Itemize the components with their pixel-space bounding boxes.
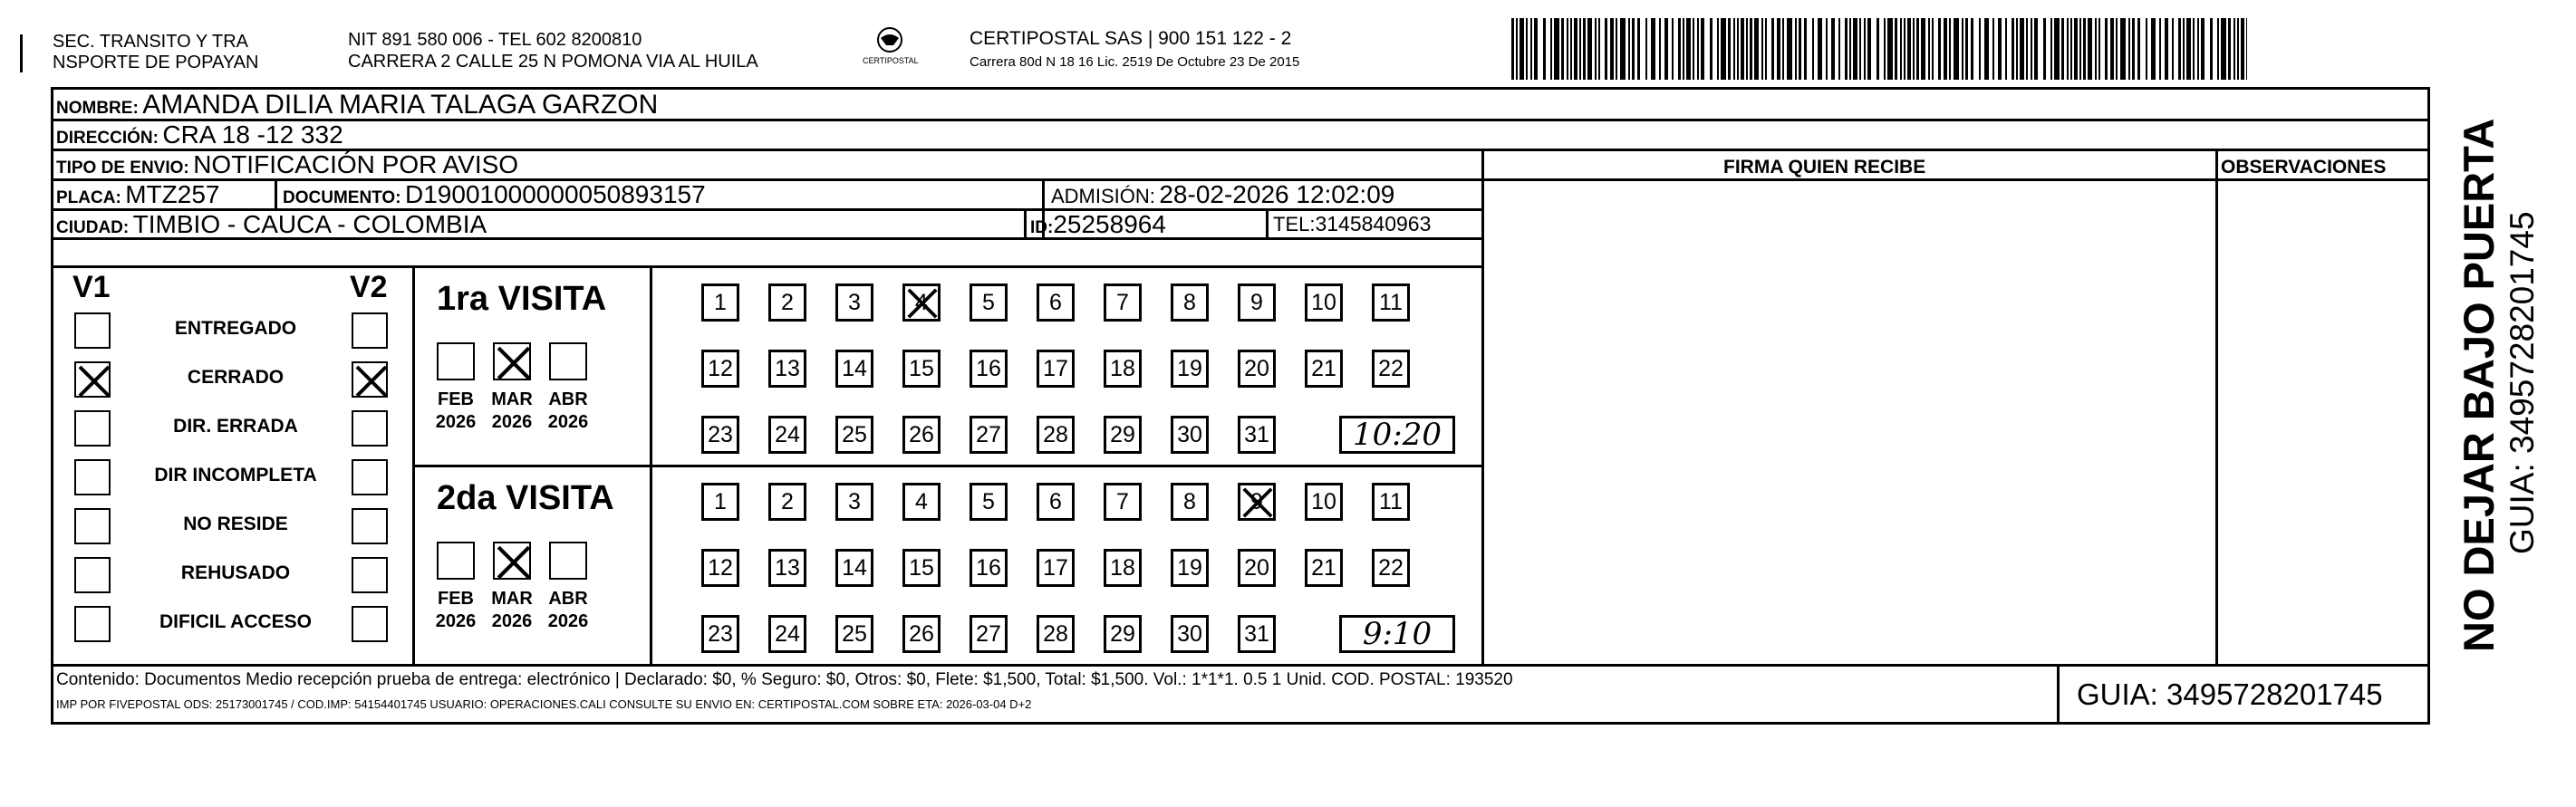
v2-checkbox[interactable] bbox=[352, 508, 388, 544]
day-number: 17 bbox=[1043, 554, 1068, 581]
month-checkbox[interactable] bbox=[437, 542, 475, 580]
documento-label: DOCUMENTO: bbox=[283, 188, 401, 207]
day-number: 30 bbox=[1177, 620, 1202, 647]
day-box[interactable] bbox=[1171, 283, 1209, 322]
day-box[interactable] bbox=[970, 350, 1008, 388]
day-box[interactable] bbox=[1305, 283, 1343, 322]
day-box[interactable] bbox=[1171, 350, 1209, 388]
day-box[interactable] bbox=[701, 350, 739, 388]
tel-value: 3145840963 bbox=[1315, 212, 1432, 235]
day-number: 10 bbox=[1311, 289, 1336, 315]
month-year: 2026 bbox=[547, 412, 589, 432]
visit-title: 2da VISITA bbox=[437, 479, 614, 517]
day-box[interactable] bbox=[902, 483, 941, 521]
day-box[interactable] bbox=[768, 483, 806, 521]
day-number: 1 bbox=[714, 289, 727, 315]
status-reason-label: DIFICIL ACCESO bbox=[159, 611, 312, 632]
day-number: 14 bbox=[842, 554, 867, 581]
day-number: 20 bbox=[1244, 554, 1269, 581]
day-number: 27 bbox=[976, 421, 1001, 447]
month-checkbox[interactable] bbox=[549, 542, 587, 580]
month-year: 2026 bbox=[435, 412, 477, 432]
day-number: 25 bbox=[842, 421, 867, 447]
day-box[interactable] bbox=[1104, 483, 1142, 521]
day-number: 12 bbox=[708, 554, 733, 581]
v2-checkbox[interactable] bbox=[352, 459, 388, 495]
day-number: 6 bbox=[1049, 488, 1062, 514]
content-line: Contenido: Documentos Medio recepción prueba de entrega: electrónico | Declarado: $0, % Seguro: $0, Otros: $0, Flete: $1,500, Total: $1,500. Vol.: 1*1*1. 0.5 1 Unid. COD. POSTAL: 193520 bbox=[56, 670, 1513, 689]
nit-line-2: CARRERA 2 CALLE 25 N POMONA VIA AL HUILA bbox=[348, 52, 758, 72]
observaciones-header: OBSERVACIONES bbox=[2221, 157, 2387, 178]
month-label: FEB bbox=[438, 389, 474, 409]
day-box[interactable] bbox=[970, 283, 1008, 322]
day-box[interactable] bbox=[970, 416, 1008, 454]
tipo-envio-label: TIPO DE ENVIO: bbox=[56, 159, 189, 178]
day-box[interactable] bbox=[902, 549, 941, 587]
day-box[interactable] bbox=[768, 283, 806, 322]
direccion-label: DIRECCIÓN: bbox=[56, 129, 159, 148]
day-number: 6 bbox=[1049, 289, 1062, 315]
day-box[interactable] bbox=[902, 283, 941, 322]
day-box[interactable] bbox=[1037, 350, 1075, 388]
day-box[interactable] bbox=[970, 615, 1008, 653]
day-number: 3 bbox=[848, 488, 861, 514]
v1-label: V1 bbox=[72, 270, 111, 304]
documento-field bbox=[283, 182, 706, 207]
v1-checkbox[interactable] bbox=[74, 410, 111, 447]
day-box[interactable] bbox=[1372, 549, 1410, 587]
v2-checkbox[interactable] bbox=[352, 312, 388, 349]
placa-label: PLACA: bbox=[56, 188, 121, 207]
v1-checkbox[interactable] bbox=[74, 361, 111, 398]
day-number: 3 bbox=[848, 289, 861, 315]
day-number: 28 bbox=[1043, 620, 1068, 647]
certipostal-logo-icon bbox=[863, 27, 935, 74]
day-box[interactable] bbox=[835, 549, 873, 587]
day-number: 1 bbox=[714, 488, 727, 514]
month-year: 2026 bbox=[547, 611, 589, 631]
sender-line-2: NSPORTE DE POPAYAN bbox=[53, 53, 259, 72]
day-number: 30 bbox=[1177, 421, 1202, 447]
month-checkbox[interactable] bbox=[493, 542, 531, 580]
day-box[interactable] bbox=[835, 615, 873, 653]
day-box[interactable] bbox=[768, 350, 806, 388]
month-checkbox[interactable] bbox=[549, 342, 587, 380]
day-box[interactable] bbox=[701, 283, 739, 322]
day-number: 17 bbox=[1043, 355, 1068, 381]
day-number: 8 bbox=[1183, 289, 1196, 315]
month-year: 2026 bbox=[491, 611, 533, 631]
day-box[interactable] bbox=[835, 416, 873, 454]
day-number: 21 bbox=[1311, 355, 1336, 381]
day-box[interactable] bbox=[1104, 416, 1142, 454]
day-box[interactable] bbox=[1037, 615, 1075, 653]
v2-checkbox[interactable] bbox=[352, 410, 388, 447]
day-number: 19 bbox=[1177, 355, 1202, 381]
day-box[interactable] bbox=[1238, 283, 1276, 322]
day-number: 23 bbox=[708, 620, 733, 647]
nombre-label: NOMBRE: bbox=[56, 99, 139, 118]
v2-checkbox[interactable] bbox=[352, 606, 388, 642]
month-label: ABR bbox=[548, 389, 588, 409]
day-number: 10 bbox=[1311, 488, 1336, 514]
day-box[interactable] bbox=[1238, 615, 1276, 653]
day-number: 11 bbox=[1379, 488, 1403, 514]
day-number: 4 bbox=[915, 289, 928, 315]
status-reason-label: DIR INCOMPLETA bbox=[154, 465, 317, 485]
barcode-icon bbox=[1511, 18, 2247, 80]
day-box[interactable] bbox=[1104, 350, 1142, 388]
day-box[interactable] bbox=[902, 615, 941, 653]
id-label: ID: bbox=[1030, 218, 1054, 237]
day-number: 31 bbox=[1244, 620, 1269, 647]
day-number: 14 bbox=[842, 355, 867, 381]
day-box[interactable] bbox=[1305, 350, 1343, 388]
day-box[interactable] bbox=[835, 283, 873, 322]
admision-value: 28-02-2026 12:02:09 bbox=[1159, 180, 1395, 208]
side-guia: GUIA: 3495728201745 bbox=[2504, 211, 2541, 554]
day-box[interactable] bbox=[1238, 549, 1276, 587]
ciudad-field bbox=[56, 212, 487, 237]
documento-value: D19001000000050893157 bbox=[405, 180, 706, 208]
day-number: 15 bbox=[909, 554, 934, 581]
day-box[interactable] bbox=[1037, 483, 1075, 521]
v2-label: V2 bbox=[350, 270, 388, 304]
edge-mark bbox=[20, 34, 23, 72]
admision-field bbox=[1051, 182, 1394, 207]
day-box[interactable] bbox=[1171, 615, 1209, 653]
nit-line-1: NIT 891 580 006 - TEL 602 8200810 bbox=[348, 30, 642, 50]
day-number: 22 bbox=[1378, 554, 1404, 581]
day-number: 7 bbox=[1116, 289, 1129, 315]
placa-value: MTZ257 bbox=[125, 180, 220, 208]
day-number: 24 bbox=[775, 421, 800, 447]
month-label: MAR bbox=[491, 389, 533, 409]
imp-line: IMP POR FIVEPOSTAL ODS: 25173001745 / COD.IMP: 54154401745 USUARIO: OPERACIONES.CALI CONSULTE SU ENVIO EN: CERTIPOSTAL.COM SOBRE ETA: 2026-03-04 D+2 bbox=[56, 697, 1032, 711]
day-number: 9 bbox=[1250, 289, 1263, 315]
day-box[interactable] bbox=[1372, 283, 1410, 322]
v1-checkbox[interactable] bbox=[74, 312, 111, 349]
guia-box: GUIA: 3495728201745 bbox=[2077, 677, 2383, 711]
day-number: 31 bbox=[1244, 421, 1269, 447]
nombre-value: AMANDA DILIA MARIA TALAGA GARZON bbox=[142, 90, 659, 120]
day-number: 13 bbox=[775, 554, 800, 581]
day-box[interactable] bbox=[1372, 483, 1410, 521]
day-number: 9 bbox=[1250, 488, 1263, 514]
day-box[interactable] bbox=[1037, 283, 1075, 322]
day-number: 18 bbox=[1110, 355, 1135, 381]
day-box[interactable] bbox=[1171, 416, 1209, 454]
day-number: 16 bbox=[976, 554, 1001, 581]
day-box[interactable] bbox=[768, 416, 806, 454]
time-box[interactable]: 10:20 bbox=[1339, 416, 1455, 454]
placa-field bbox=[56, 182, 219, 207]
sender-line-1: SEC. TRANSITO Y TRA bbox=[53, 32, 248, 52]
firma-header: FIRMA QUIEN RECIBE bbox=[1723, 157, 1926, 178]
day-box[interactable] bbox=[1305, 549, 1343, 587]
day-number: 7 bbox=[1116, 488, 1129, 514]
day-number: 2 bbox=[781, 289, 794, 315]
no-dejar-bajo-puerta: NO DEJAR BAJO PUERTA bbox=[2455, 118, 2503, 652]
day-box[interactable] bbox=[701, 483, 739, 521]
day-number: 2 bbox=[781, 488, 794, 514]
day-box[interactable] bbox=[1104, 549, 1142, 587]
visit-title: 1ra VISITA bbox=[437, 280, 607, 318]
carrier-line-1: CERTIPOSTAL SAS | 900 151 122 - 2 bbox=[970, 28, 1292, 49]
day-number: 29 bbox=[1110, 421, 1135, 447]
status-reason-label: ENTREGADO bbox=[174, 318, 297, 339]
day-box[interactable] bbox=[970, 483, 1008, 521]
id-field bbox=[1030, 212, 1166, 237]
tipo-envio-field bbox=[56, 152, 518, 178]
v1-checkbox[interactable] bbox=[74, 557, 111, 593]
v1-checkbox[interactable] bbox=[74, 508, 111, 544]
status-reason-label: REHUSADO bbox=[180, 562, 291, 583]
direccion-field bbox=[56, 122, 343, 148]
id-value: 25258964 bbox=[1053, 210, 1166, 238]
day-number: 13 bbox=[775, 355, 800, 381]
carrier-line-2: Carrera 80d N 18 16 Lic. 2519 De Octubre 23 De 2015 bbox=[970, 54, 1300, 70]
status-reason-label: NO RESIDE bbox=[183, 514, 288, 534]
day-number: 27 bbox=[976, 620, 1001, 647]
v1-checkbox[interactable] bbox=[74, 606, 111, 642]
day-box[interactable] bbox=[701, 615, 739, 653]
day-number: 29 bbox=[1110, 620, 1135, 647]
day-box[interactable] bbox=[1104, 283, 1142, 322]
day-number: 18 bbox=[1110, 554, 1135, 581]
day-number: 4 bbox=[915, 488, 928, 514]
day-number: 16 bbox=[976, 355, 1001, 381]
day-number: 28 bbox=[1043, 421, 1068, 447]
day-box[interactable] bbox=[701, 549, 739, 587]
day-number: 24 bbox=[775, 620, 800, 647]
day-box[interactable] bbox=[1037, 416, 1075, 454]
day-box[interactable] bbox=[701, 416, 739, 454]
v2-checkbox[interactable] bbox=[352, 361, 388, 398]
day-box[interactable] bbox=[1171, 549, 1209, 587]
status-reason-label: CERRADO bbox=[187, 367, 285, 388]
tel-field bbox=[1273, 214, 1431, 235]
v1-checkbox[interactable] bbox=[74, 459, 111, 495]
day-number: 20 bbox=[1244, 355, 1269, 381]
day-box[interactable] bbox=[1372, 350, 1410, 388]
ciudad-value: TIMBIO - CAUCA - COLOMBIA bbox=[132, 210, 487, 238]
time-box[interactable]: 9:10 bbox=[1339, 615, 1455, 653]
day-number: 11 bbox=[1379, 289, 1403, 315]
day-number: 23 bbox=[708, 421, 733, 447]
day-box[interactable] bbox=[768, 615, 806, 653]
day-box[interactable] bbox=[1305, 483, 1343, 521]
admision-label: ADMISIÓN: bbox=[1051, 185, 1155, 207]
day-box[interactable] bbox=[1037, 549, 1075, 587]
day-box[interactable] bbox=[1104, 615, 1142, 653]
day-number: 8 bbox=[1183, 488, 1196, 514]
day-box[interactable] bbox=[768, 549, 806, 587]
day-number: 21 bbox=[1311, 554, 1336, 581]
day-box[interactable] bbox=[902, 416, 941, 454]
day-number: 5 bbox=[982, 488, 995, 514]
nombre-field bbox=[56, 91, 658, 119]
svg-text:CERTIPOSTAL: CERTIPOSTAL bbox=[863, 56, 919, 65]
month-year: 2026 bbox=[435, 611, 477, 631]
month-year: 2026 bbox=[491, 412, 533, 432]
day-number: 19 bbox=[1177, 554, 1202, 581]
day-box[interactable] bbox=[1171, 483, 1209, 521]
day-number: 12 bbox=[708, 355, 733, 381]
month-checkbox[interactable] bbox=[437, 342, 475, 380]
v2-checkbox[interactable] bbox=[352, 557, 388, 593]
month-label: ABR bbox=[548, 589, 588, 609]
day-number: 22 bbox=[1378, 355, 1404, 381]
day-box[interactable] bbox=[902, 350, 941, 388]
tel-label: TEL: bbox=[1273, 213, 1316, 235]
ciudad-label: CIUDAD: bbox=[56, 218, 130, 237]
day-number: 26 bbox=[909, 421, 934, 447]
day-box[interactable] bbox=[970, 549, 1008, 587]
day-box[interactable] bbox=[835, 350, 873, 388]
day-box[interactable] bbox=[1238, 483, 1276, 521]
status-reason-label: DIR. ERRADA bbox=[173, 416, 298, 437]
day-number: 15 bbox=[909, 355, 934, 381]
day-number: 25 bbox=[842, 620, 867, 647]
day-box[interactable] bbox=[835, 483, 873, 521]
day-number: 5 bbox=[982, 289, 995, 315]
day-box[interactable] bbox=[1238, 350, 1276, 388]
tipo-envio-value: NOTIFICACIÓN POR AVISO bbox=[193, 150, 519, 178]
month-label: FEB bbox=[438, 589, 474, 609]
day-box[interactable] bbox=[1238, 416, 1276, 454]
month-label: MAR bbox=[491, 589, 533, 609]
month-checkbox[interactable] bbox=[493, 342, 531, 380]
day-number: 26 bbox=[909, 620, 934, 647]
direccion-value: CRA 18 -12 332 bbox=[162, 120, 343, 149]
